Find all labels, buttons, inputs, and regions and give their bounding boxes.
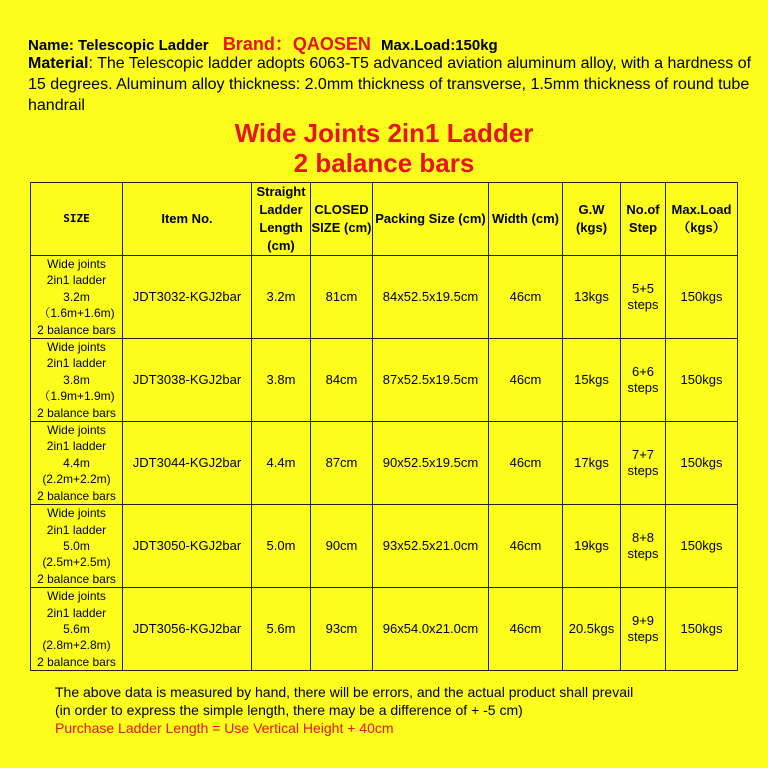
steps-cell [621, 588, 666, 671]
closed-size-cell: 90cm [311, 505, 373, 588]
size-line: 2 balance bars [37, 571, 116, 586]
name-value: Telescopic Ladder [78, 37, 209, 54]
closed-size-cell: 84cm [311, 339, 373, 422]
material-label: Material [28, 55, 89, 72]
length-cell: 5.0m [252, 505, 311, 588]
notes-block [55, 683, 755, 737]
max-load-cell: 150kgs [666, 588, 738, 671]
size-line: 2 balance bars [37, 654, 116, 669]
width-cell: 46cm [489, 505, 563, 588]
size-line: Wide joints [47, 506, 106, 521]
item-no-cell: JDT3032-KGJ2bar [123, 256, 252, 339]
steps-line: 6+6 [631, 364, 655, 380]
col-header-packing-size: Packing Size (cm) [373, 183, 489, 256]
size-cell [31, 256, 123, 339]
size-line: (2.5m+2.5m) [42, 555, 111, 570]
gw-cell: 15kgs [563, 339, 621, 422]
size-cell [31, 505, 123, 588]
size-line: 5.0m [63, 538, 90, 553]
width-cell: 46cm [489, 339, 563, 422]
length-cell: 3.2m [252, 256, 311, 339]
size-line: Wide joints [47, 257, 106, 271]
item-no-cell: JDT3038-KGJ2bar [123, 339, 252, 422]
size-line: 2in1 ladder [46, 605, 107, 620]
col-header-max-load: Max.Load （kgs） [666, 183, 738, 256]
size-line: 2 balance bars [37, 488, 116, 503]
max-load-cell: 150kgs [666, 256, 738, 339]
gw-cell: 13kgs [563, 256, 621, 339]
note-line-1: The above data is measured by hand, there will be errors, and the actual product shall prevail [55, 684, 634, 700]
steps-cell [621, 505, 666, 588]
material-description [28, 53, 768, 116]
size-line: 2in1 ladder [46, 439, 107, 454]
size-line: 2 balance bars [37, 322, 116, 337]
size-line: (2.8m+2.8m) [42, 638, 111, 653]
max-load-cell: 150kgs [666, 505, 738, 588]
width-cell: 46cm [489, 588, 563, 671]
steps-line: 7+7 [631, 447, 655, 463]
col-header-gw: G.W (kgs) [563, 183, 621, 256]
col-header-closed-size: CLOSED SIZE (cm) [311, 183, 373, 256]
steps-line: steps [627, 297, 659, 313]
brand-label: Brand：QAOSEN [222, 34, 371, 54]
packing-size-cell: 90x52.5x19.5cm [373, 422, 489, 505]
item-no-cell: JDT3056-KGJ2bar [123, 588, 252, 671]
closed-size-cell: 87cm [311, 422, 373, 505]
max-load-label: Max.Load:150kg [381, 37, 498, 54]
size-line: 2in1 ladder [46, 522, 107, 537]
packing-size-cell: 93x52.5x21.0cm [373, 505, 489, 588]
col-header-steps: No.of Step [621, 183, 666, 256]
item-no-cell: JDT3044-KGJ2bar [123, 422, 252, 505]
size-line: 3.2m [63, 289, 90, 304]
size-line: 2in1 ladder [46, 356, 107, 371]
size-cell [31, 422, 123, 505]
table-row [31, 588, 738, 671]
size-line: （1.6m+1.6m) [38, 306, 115, 321]
size-line: 3.8m [63, 372, 90, 387]
table-header-row [31, 183, 738, 256]
size-cell [31, 588, 123, 671]
packing-size-cell: 96x54.0x21.0cm [373, 588, 489, 671]
size-line: Wide joints [47, 423, 106, 438]
steps-cell [621, 339, 666, 422]
col-header-size: SIZE [31, 183, 123, 256]
width-cell: 46cm [489, 422, 563, 505]
col-header-width: Width (cm) [489, 183, 563, 256]
steps-cell [621, 422, 666, 505]
packing-size-cell: 87x52.5x19.5cm [373, 339, 489, 422]
size-line: 4.4m [63, 455, 90, 470]
table-body [31, 256, 738, 671]
closed-size-cell: 81cm [311, 256, 373, 339]
col-header-item-no: Item No. [123, 183, 252, 256]
length-cell: 5.6m [252, 588, 311, 671]
steps-line: 9+9 [631, 613, 655, 629]
size-cell [31, 339, 123, 422]
packing-size-cell: 84x52.5x19.5cm [373, 256, 489, 339]
size-line: 5.6m [63, 621, 90, 636]
table-row [31, 339, 738, 422]
table-row [31, 256, 738, 339]
steps-line: steps [627, 546, 659, 562]
size-line: (2.2m+2.2m) [42, 472, 111, 487]
name-label: Name: [28, 37, 74, 54]
table-row [31, 422, 738, 505]
item-no-cell: JDT3050-KGJ2bar [123, 505, 252, 588]
max-load-cell: 150kgs [666, 339, 738, 422]
steps-cell [621, 256, 666, 339]
note-line-3: Purchase Ladder Length = Use Vertical Height + 40cm [55, 720, 394, 736]
material-text: : The Telescopic ladder adopts 6063-T5 advanced aviation aluminum alloy, with a hardness of 15 degrees. Aluminum alloy thickness: 2.0mm thickness of transverse, 1.5mm thickness of round tube handrail [28, 55, 752, 114]
size-line: 2 balance bars [37, 405, 116, 420]
size-line: Wide joints [47, 340, 106, 355]
table-row [31, 505, 738, 588]
length-cell: 3.8m [252, 339, 311, 422]
product-headline: Wide Joints 2in1 Ladder [234, 118, 534, 148]
steps-line: 8+8 [631, 530, 655, 546]
size-line: （1.9m+1.9m) [38, 389, 115, 404]
gw-cell: 20.5kgs [563, 588, 621, 671]
note-line-2: (in order to express the simple length, there may be a difference of + -5 cm) [55, 702, 523, 718]
gw-cell: 19kgs [563, 505, 621, 588]
max-load-cell: 150kgs [666, 422, 738, 505]
steps-line: steps [627, 629, 659, 645]
gw-cell: 17kgs [563, 422, 621, 505]
col-header-straight-length: Straight Ladder Length (cm) [252, 183, 311, 256]
width-cell: 46cm [489, 256, 563, 339]
length-cell: 4.4m [252, 422, 311, 505]
steps-line: steps [627, 463, 659, 479]
size-line: 2in1 ladder [46, 273, 107, 288]
steps-line: steps [627, 380, 659, 396]
closed-size-cell: 93cm [311, 588, 373, 671]
spec-table [30, 182, 738, 671]
product-subheadline: 2 balance bars [293, 148, 475, 178]
size-line: Wide joints [47, 589, 106, 604]
steps-line: 5+5 [631, 281, 655, 297]
